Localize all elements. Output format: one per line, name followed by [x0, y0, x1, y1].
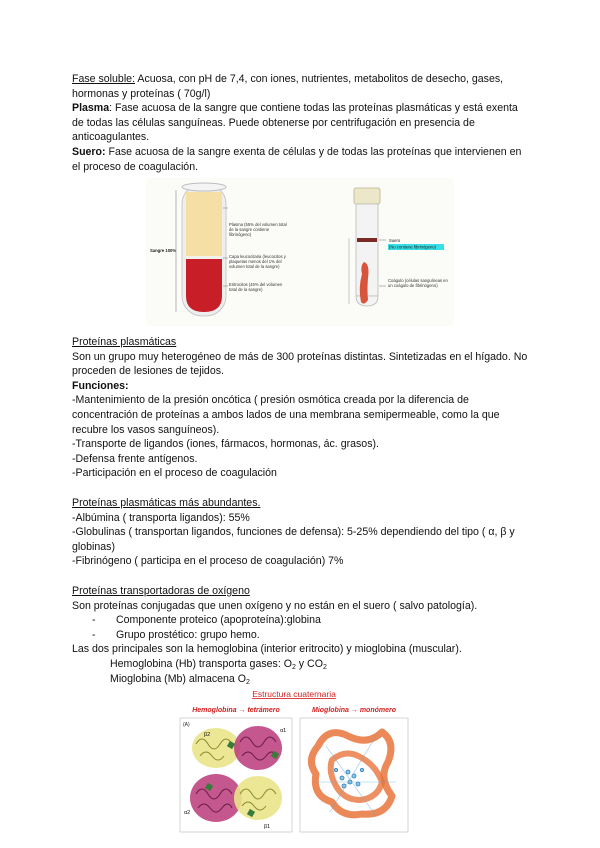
suero-term: Suero:	[72, 145, 106, 158]
erythrocytes-label: Eritrocitos (45% del volumen total de la sangre)	[229, 282, 283, 292]
beta2-label: β2	[204, 732, 211, 738]
fase-soluble-text: Acuosa, con pH de 7,4, con iones, nutrientes, metabolitos de desecho, gases, hormonas y proteínas ( 70g/l)	[72, 73, 504, 100]
hb-sub2: 2	[322, 663, 327, 671]
section-fase-soluble	[72, 72, 532, 174]
plasma-paragraph	[72, 101, 532, 145]
section-proteinas-plasmaticas	[72, 335, 532, 481]
serum-tube	[349, 188, 450, 306]
buffy-coat-label: Capa leucocitaria (leucocitos y plaquetas menos del 1% del volumen total de la sangre)	[229, 254, 286, 269]
abundante-item: -Albúmina ( transporta ligandos): 55%	[72, 511, 250, 524]
serum-note: (No contiene fibrinógeno)	[389, 244, 437, 250]
suero-paragraph	[72, 145, 532, 174]
proteinas-intro: Son un grupo muy heterogéneo de más de 300 proteínas distintas. Sintetizadas en el hígado. No proceden de lesiones de tejidos.	[72, 350, 528, 378]
alpha1-label: α1	[280, 728, 287, 734]
hemoglobin-structure	[180, 718, 292, 832]
beta1-label: β1	[264, 824, 271, 830]
mb-sub: 2	[246, 678, 250, 686]
bullet-text: Grupo prostético: grupo hemo.	[116, 628, 260, 641]
panel-label: (A)	[183, 722, 190, 728]
proteinas-heading: Proteínas plasmáticas	[72, 336, 177, 348]
abundante-item: -Globulinas ( transportan ligandos, funciones de defensa): 5-25% dependiendo del tipo ( α, β y globinas)	[72, 526, 515, 553]
mb-text: Mioglobina (Mb) almacena O	[110, 672, 247, 685]
transportadoras-intro: Son proteínas conjugadas que unen oxígeno y no están en el suero ( salvo patología).	[72, 599, 478, 612]
hb-mid: y CO	[295, 657, 323, 670]
mioglobina-line	[72, 672, 532, 687]
structure-title: Estructura cuaternaria	[252, 689, 336, 699]
section-proteinas-abundantes	[72, 496, 532, 569]
serum-label: Suero	[389, 238, 401, 243]
blood-total-label: Sangre 100%	[150, 248, 177, 253]
funcion-item: -Transporte de ligandos (iones, fármacos, hormonas, ác. grasos).	[72, 438, 379, 451]
myoglobin-label: Mioglobina → monómero	[312, 707, 396, 714]
fase-soluble-paragraph	[72, 72, 532, 101]
abundantes-heading: Proteínas plasmáticas más abundantes.	[72, 497, 261, 509]
hb-text: Hemoglobina (Hb) transporta gases: O	[110, 657, 292, 670]
quaternary-structure-svg	[176, 686, 412, 836]
funcion-item: -Mantenimiento de la presión oncótica ( presión osmótica creada por la diferencia de concentración de proteínas a ambos lados de una membrana semipermeable, como la que recubre los vasos sanguíneos).	[72, 394, 500, 436]
plasma-layer	[186, 192, 222, 256]
bullet-item	[72, 628, 532, 643]
clot-label: Coágulo (células sanguíneas en un coágulo de fibrinógeno)	[388, 278, 448, 288]
alpha2-label: α2	[184, 810, 191, 816]
serum-layer	[357, 238, 377, 242]
blood-tubes-svg	[146, 178, 454, 326]
hemoglobin-label: Hemoglobina → tetrámero	[192, 707, 280, 714]
abundante-item: -Fibrinógeno ( participa en el proceso de coagulación) 7%	[72, 555, 344, 568]
hb-sub1: 2	[291, 663, 296, 671]
plasma-term: Plasma	[72, 102, 110, 115]
funciones-title: Funciones:	[72, 379, 129, 392]
suero-text: Fase acuosa de la sangre exenta de células y de todas las proteínas que intervienen en el proceso de coagulación.	[72, 145, 522, 173]
plasma-text: : Fase acuosa de la sangre que contiene todas las proteínas plasmáticas y está exenta de todas las células sanguíneas. Puede obtenerse por centrifugación en presencia de anticoagulantes.	[72, 102, 518, 144]
funcion-item: -Participación en el proceso de coagulación	[72, 467, 277, 480]
transportadoras-bullets	[72, 613, 532, 642]
funcion-item: -Defensa frente antígenos.	[72, 452, 198, 465]
fase-soluble-heading: Fase soluble:	[72, 73, 136, 85]
plasma-label: Plasma (55% del volumen total de la sangre contiene fibrinógeno)	[229, 222, 287, 237]
tube-cap	[354, 188, 380, 204]
buffy-coat-layer	[186, 256, 222, 259]
quaternary-structure-figure	[176, 686, 412, 836]
bullet-text: Componente proteico (apoproteína):globina	[116, 614, 321, 627]
bullet-item	[72, 613, 532, 628]
hemoglobina-line	[72, 657, 532, 672]
blood-tubes-figure	[146, 178, 454, 326]
myoglobin-structure	[300, 718, 408, 832]
principales-text: Las dos principales son la hemoglobina (interior eritrocito) y mioglobina (muscular).	[72, 643, 462, 656]
erythrocytes-layer	[186, 259, 222, 312]
plasma-tube	[150, 183, 289, 316]
section-transportadoras	[72, 584, 532, 686]
transportadoras-heading: Proteínas transportadoras de oxígeno	[72, 585, 250, 597]
